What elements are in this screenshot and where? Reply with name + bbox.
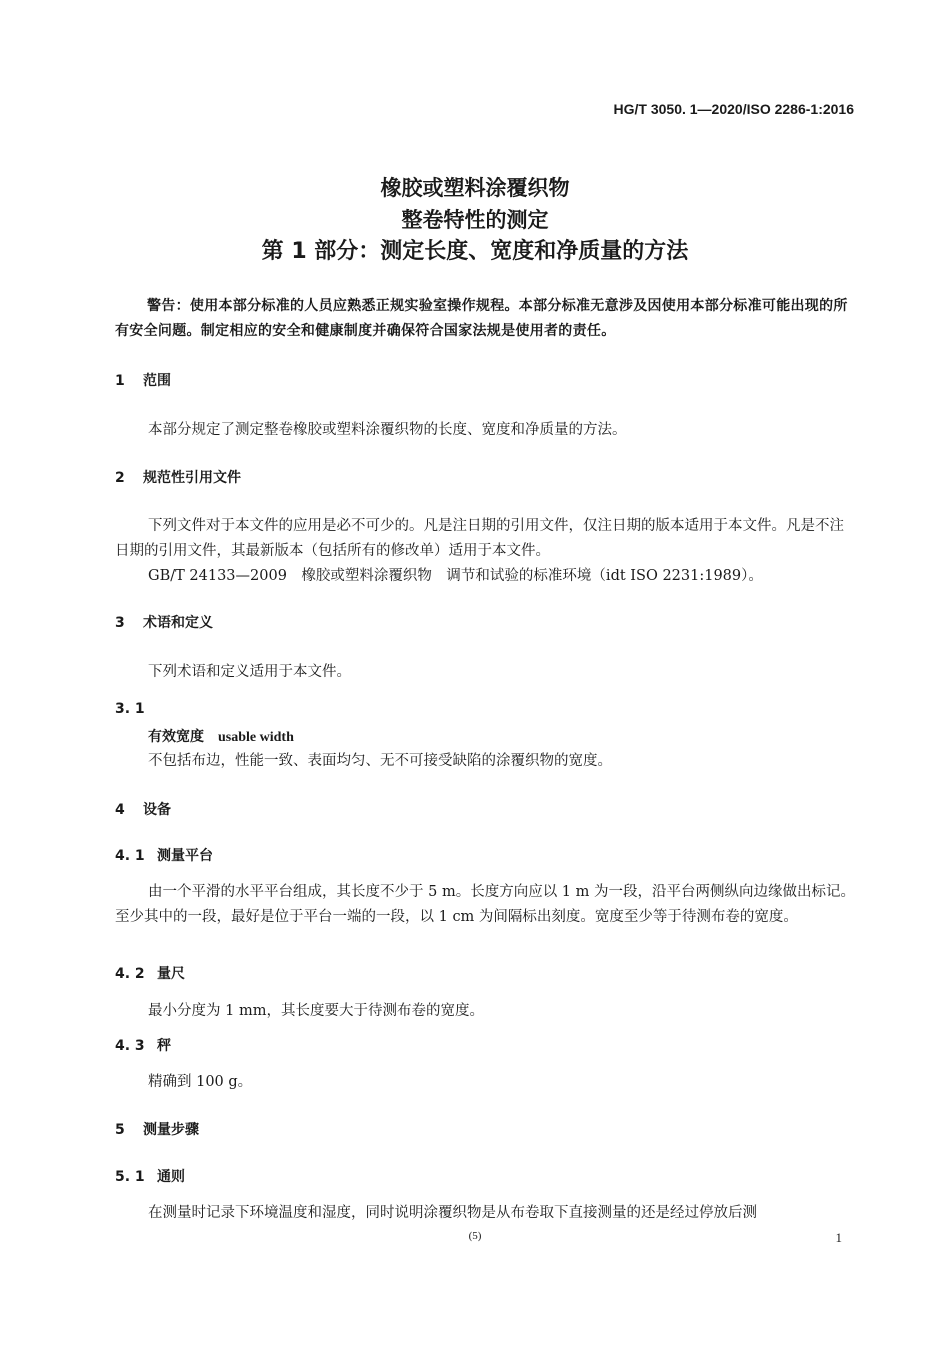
section-4-2-text: 最小分度为 1 mm，其长度要大于待测布卷的宽度。 — [148, 1003, 484, 1019]
section-number: 4. 2 — [115, 966, 145, 982]
section-title: 测量平台 — [157, 848, 213, 864]
section-4-1-heading — [115, 845, 855, 867]
term-english: usable width — [218, 730, 294, 745]
section-number: 1 — [115, 373, 125, 389]
section-number: 4. 1 — [115, 848, 145, 864]
term-entry — [115, 726, 888, 749]
section-title: 秤 — [157, 1038, 171, 1054]
section-number: 4. 3 — [115, 1038, 145, 1054]
section-4-heading — [115, 799, 855, 821]
section-5-1-text: 在测量时记录下环境温度和湿度，同时说明涂覆织物是从布卷取下直接测量的还是经过停放后测 — [148, 1205, 757, 1221]
section-3-1-number — [115, 698, 855, 720]
term-chinese: 有效宽度 — [148, 729, 204, 745]
section-number: 3 — [115, 615, 125, 631]
section-4-3-heading — [115, 1035, 855, 1057]
section-number: 4 — [115, 802, 125, 818]
section-number: 3. 1 — [115, 701, 145, 717]
section-title: 量尺 — [157, 966, 185, 982]
section-number: 2 — [115, 470, 125, 486]
term-definition: 不包括布边，性能一致、表面均匀、无不可接受缺陷的涂覆织物的宽度。 — [148, 753, 612, 769]
section-2-heading — [115, 467, 855, 489]
section-5-heading — [115, 1119, 855, 1141]
normative-reference: GB/T 24133—2009 橡胶或塑料涂覆织物 调节和试验的标准环境（idt ISO 2231:1989）。 — [148, 568, 763, 584]
section-2-text: 下列文件对于本文件的应用是必不可少的。凡是注日期的引用文件，仅注日期的版本适用于本文件。凡是不注日期的引用文件，其最新版本（包括所有的修改单）适用于本文件。 — [115, 518, 844, 559]
section-title: 设备 — [143, 802, 171, 818]
section-title: 规范性引用文件 — [143, 470, 241, 486]
section-3-text: 下列术语和定义适用于本文件。 — [148, 664, 351, 680]
section-title: 通则 — [157, 1169, 185, 1185]
page-number: 1 — [835, 1230, 842, 1245]
section-number: 5. 1 — [115, 1169, 145, 1185]
section-number: 5 — [115, 1122, 125, 1138]
section-title: 范围 — [143, 373, 171, 389]
section-5-1-heading — [115, 1166, 855, 1188]
section-1-text: 本部分规定了测定整卷橡胶或塑料涂覆织物的长度、宽度和净质量的方法。 — [148, 422, 627, 438]
section-4-1-text: 由一个平滑的水平平台组成，其长度不少于 5 m。长度方向应以 1 m 为一段，沿平台两侧纵向边缘做出标记。至少其中的一段，最好是位于平台一端的一段，以 1 cm 为间隔标出刻度。宽度至少等于待测布卷的宽度。 — [115, 884, 855, 925]
section-1-heading — [115, 370, 855, 392]
section-4-3-text: 精确到 100 g。 — [148, 1074, 253, 1090]
footer-sequence: (5) — [468, 1230, 482, 1242]
title-block — [0, 172, 950, 268]
title-line-3: 第 1 部分：测定长度、宽度和净质量的方法 — [261, 239, 689, 264]
title-line-1: 橡胶或塑料涂覆织物 — [380, 176, 570, 200]
section-4-2-heading — [115, 963, 855, 985]
standard-code: HG/T 3050. 1—2020/ISO 2286-1:2016 — [613, 101, 854, 117]
section-3-heading — [115, 612, 855, 634]
title-line-2: 整卷特性的测定 — [401, 208, 549, 232]
section-title: 术语和定义 — [143, 615, 213, 631]
warning-paragraph: 警告：使用本部分标准的人员应熟悉正规实验室操作规程。本部分标准无意涉及因使用本部分标准可能出现的所有安全问题。制定相应的安全和健康制度并确保符合国家法规是使用者的责任。 — [115, 298, 848, 339]
section-title: 测量步骤 — [143, 1122, 199, 1138]
